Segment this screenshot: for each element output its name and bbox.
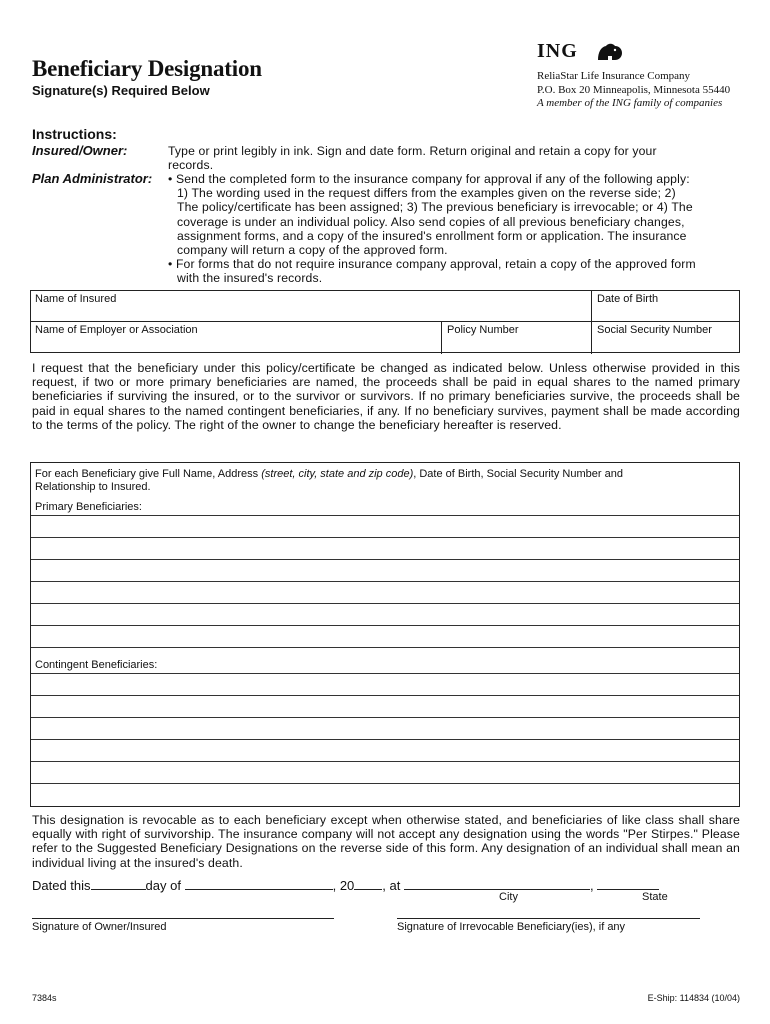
request-paragraph: I request that the beneficiary under this policy/certificate be changed as indicated below. Unless otherwise provided in this request, if two or more primary beneficiaries are named, the proceeds shall be paid in equal shares to the named primary beneficiaries if surviving the insured, or to the survivor or survivors. If no primary beneficiaries survive, the proceeds shall be paid in equal shares to the named contingent beneficiaries, if any. If no beneficiary survives, payment shall be made according to the terms of the policy. The right of the owner to change the beneficiary hereafter is reserved. bbox=[32, 361, 740, 432]
owner-signature-line[interactable] bbox=[32, 918, 334, 919]
revocable-paragraph: This designation is revocable as to each beneficiary except when otherwise stated, and beneficiaries of like class shall share equally with right of survivorship. The insurance company will not accept any designation using the words "Per Stirpes." Please refer to the Suggested Beneficiary Designations on the reverse side of this form. Any designation of an individual shall mean an individual living at the insured's death. bbox=[32, 813, 740, 870]
month-input[interactable] bbox=[185, 877, 333, 890]
date-of-birth-field[interactable] bbox=[597, 293, 737, 319]
page-subtitle: Signature(s) Required Below bbox=[32, 83, 210, 98]
instruction-line: with the insured's records. bbox=[177, 271, 323, 286]
owner-signature-label: Signature of Owner/Insured bbox=[32, 921, 167, 933]
day-of-label: day of bbox=[145, 878, 181, 893]
company-tagline: A member of the ING family of companies bbox=[537, 97, 723, 109]
lion-icon bbox=[595, 42, 625, 62]
primary-beneficiary-line[interactable] bbox=[31, 626, 739, 647]
policy-number-field[interactable] bbox=[447, 324, 587, 350]
at-label: , at bbox=[382, 878, 401, 893]
name-of-insured-field[interactable] bbox=[35, 293, 585, 319]
city-caption: City bbox=[499, 891, 518, 903]
instruction-line: company will return a copy of the approved form. bbox=[177, 243, 448, 258]
state-caption: State bbox=[642, 891, 668, 903]
instruction-line: • Send the completed form to the insurance company for approval if any of the following apply: bbox=[168, 172, 690, 186]
contingent-beneficiary-line[interactable] bbox=[31, 674, 739, 695]
day-input[interactable] bbox=[91, 877, 146, 890]
contingent-beneficiaries-label: Contingent Beneficiaries: bbox=[35, 659, 158, 671]
contingent-beneficiary-line[interactable] bbox=[31, 740, 739, 761]
instruction-text: For each Beneficiary give Full Name, Address bbox=[35, 468, 262, 480]
state-input[interactable] bbox=[597, 877, 659, 890]
company-name: ReliaStar Life Insurance Company bbox=[537, 70, 691, 82]
insured-owner-label: Insured/Owner: bbox=[32, 143, 128, 158]
primary-beneficiary-line[interactable] bbox=[31, 582, 739, 603]
instruction-line: Type or print legibly in ink. Sign and date form. Return original and retain a copy for your bbox=[168, 144, 657, 158]
dated-line bbox=[32, 877, 659, 893]
instruction-line: assignment forms, and a copy of the insured's enrollment form or application. The insurance bbox=[177, 228, 687, 243]
year-input[interactable] bbox=[354, 877, 382, 890]
city-input[interactable] bbox=[404, 877, 590, 890]
contingent-beneficiary-line[interactable] bbox=[31, 784, 739, 805]
eship-code: E-Ship: 114834 (10/04) bbox=[647, 993, 740, 1003]
ssn-field[interactable] bbox=[597, 324, 737, 350]
field-label: Policy Number bbox=[447, 324, 519, 336]
insured-instructions bbox=[168, 144, 740, 172]
primary-beneficiaries-label: Primary Beneficiaries: bbox=[35, 501, 142, 513]
instruction-line: 1) The wording used in the request differs from the examples given on the reverse side; 2) bbox=[177, 186, 676, 201]
beneficiary-instructions bbox=[35, 468, 735, 494]
year-prefix: , 20 bbox=[332, 878, 355, 893]
dated-label: Dated this bbox=[32, 878, 91, 893]
insured-info-table bbox=[30, 290, 740, 353]
primary-beneficiary-line[interactable] bbox=[31, 516, 739, 537]
comma-separator: , bbox=[589, 878, 594, 893]
form-number: 7384s bbox=[32, 993, 57, 1003]
primary-beneficiary-line[interactable] bbox=[31, 604, 739, 625]
administrator-instructions bbox=[168, 172, 740, 286]
company-address: P.O. Box 20 Minneapolis, Minnesota 55440 bbox=[537, 84, 731, 96]
instructions-heading: Instructions: bbox=[32, 126, 117, 142]
primary-beneficiary-line[interactable] bbox=[31, 538, 739, 559]
irrevocable-signature-line[interactable] bbox=[397, 918, 700, 919]
plan-administrator-label: Plan Administrator: bbox=[32, 171, 153, 186]
contingent-beneficiary-line[interactable] bbox=[31, 696, 739, 717]
contingent-beneficiary-line[interactable] bbox=[31, 762, 739, 783]
instruction-line: • For forms that do not require insurance company approval, retain a copy of the approved form bbox=[168, 257, 696, 272]
primary-beneficiary-line[interactable] bbox=[31, 560, 739, 581]
brand-name: ING bbox=[537, 40, 578, 62]
irrevocable-signature-label: Signature of Irrevocable Beneficiary(ies), if any bbox=[397, 921, 626, 933]
field-label: Date of Birth bbox=[597, 293, 659, 305]
field-label: Name of Employer or Association bbox=[35, 324, 198, 336]
instruction-line: records. bbox=[168, 158, 214, 173]
field-label: Name of Insured bbox=[35, 293, 117, 305]
instruction-text: Relationship to Insured. bbox=[35, 481, 151, 493]
contingent-beneficiary-line[interactable] bbox=[31, 718, 739, 739]
employer-field[interactable] bbox=[35, 324, 435, 350]
company-logo bbox=[537, 40, 637, 66]
instruction-text: , Date of Birth, Social Security Number and bbox=[413, 468, 623, 480]
beneficiaries-section bbox=[30, 462, 740, 807]
field-label: Social Security Number bbox=[597, 324, 712, 336]
instruction-italic: (street, city, state and zip code) bbox=[261, 468, 414, 480]
instruction-line: The policy/certificate has been assigned; 3) The previous beneficiary is irrevocable; or 4) The bbox=[177, 200, 693, 215]
instruction-line: coverage is under an individual policy. Also send copies of all previous beneficiary changes, bbox=[177, 214, 685, 229]
page-title: Beneficiary Designation bbox=[32, 56, 262, 81]
